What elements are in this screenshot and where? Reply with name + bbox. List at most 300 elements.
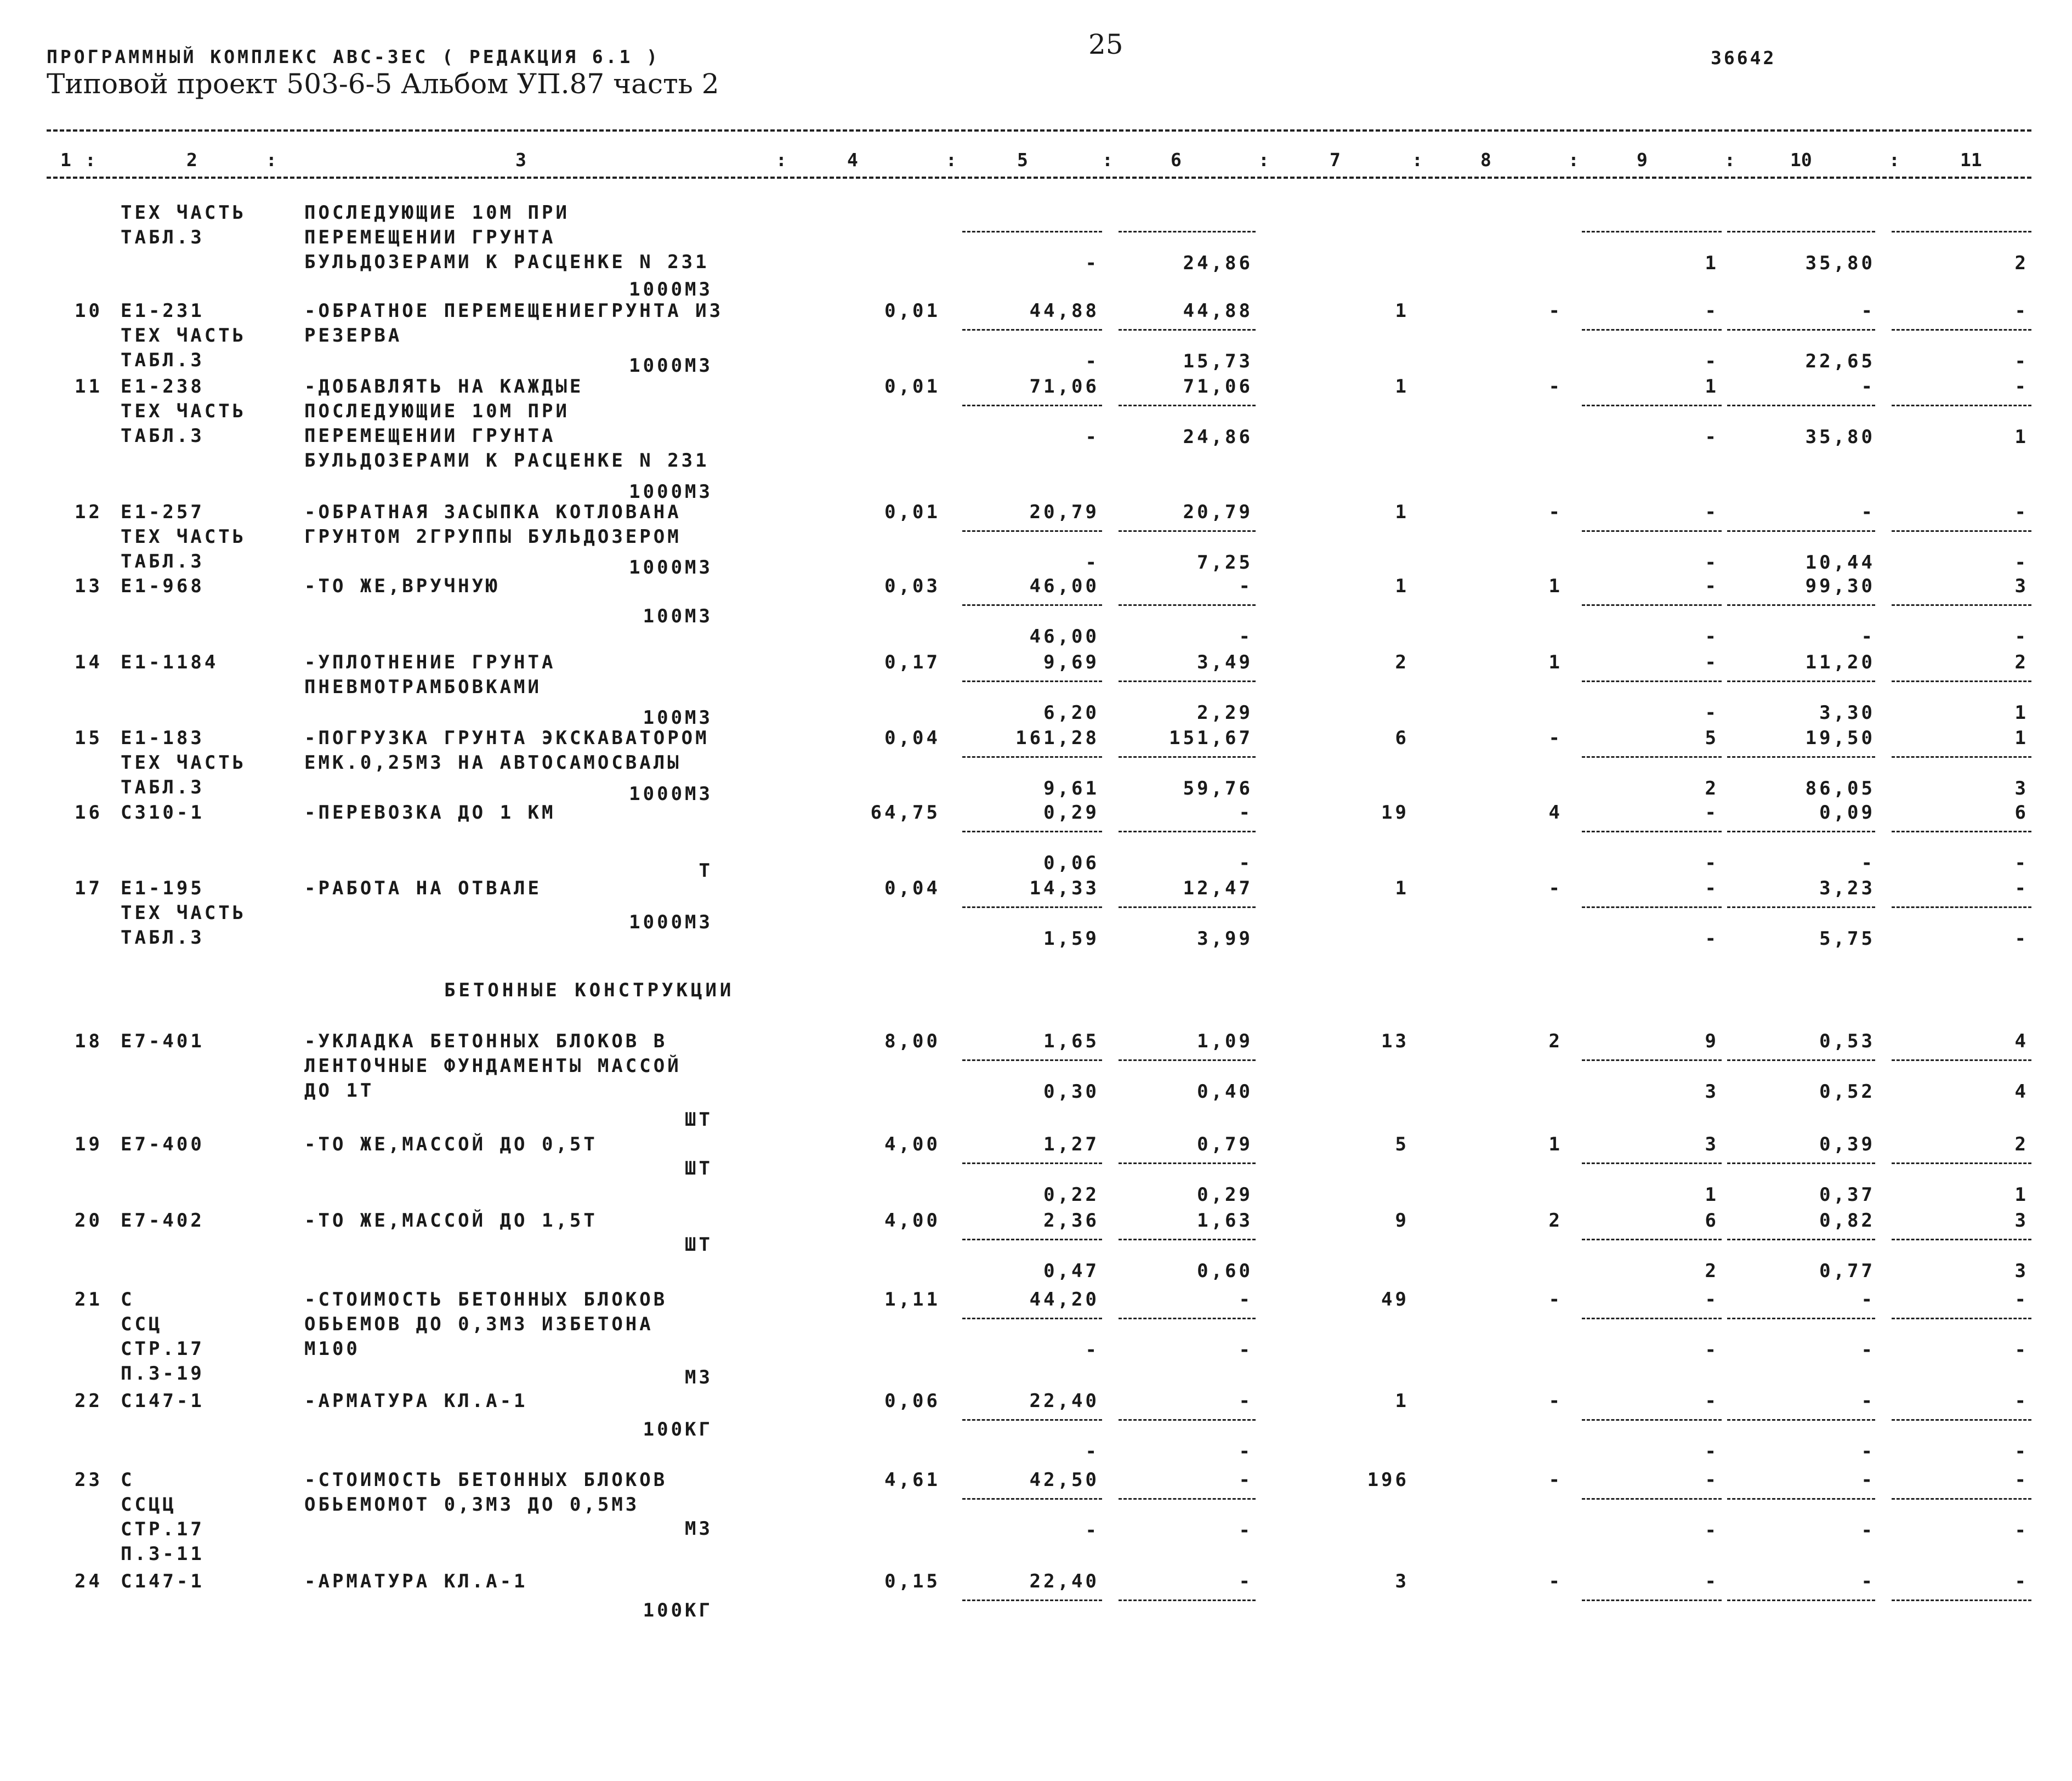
- cell-secondary-value: -: [1861, 1440, 1875, 1462]
- cell-secondary-value: -: [1085, 1519, 1099, 1541]
- cell-value: -: [2014, 501, 2029, 523]
- page-number: 25: [1088, 29, 1123, 60]
- cell-separator-line: [962, 1318, 1102, 1319]
- cell-separator-line: [1119, 906, 1256, 908]
- cell-value: 0,15: [884, 1570, 940, 1592]
- cell-value: -: [1861, 376, 1875, 398]
- cell-value: 22,40: [1029, 1570, 1099, 1592]
- cell-value: 9: [1395, 1210, 1409, 1232]
- work-description: -ТО ЖЕ,МАССОЙ ДО 0,5Т: [304, 1133, 598, 1155]
- cell-separator-line: [1892, 1318, 2031, 1319]
- rate-code: С: [121, 1469, 135, 1491]
- rate-code: Е1-231: [121, 300, 205, 322]
- column-number: 10: [1790, 149, 1812, 171]
- cell-secondary-value: 2: [1705, 1260, 1719, 1282]
- cell-value: 9: [1705, 1030, 1719, 1052]
- cell-value: 0,79: [1197, 1133, 1253, 1155]
- cell-value: -: [2014, 1570, 2029, 1592]
- cell-separator-line: [1892, 231, 2031, 232]
- cell-separator-line: [962, 1239, 1102, 1240]
- rate-code: ТЕХ ЧАСТЬ: [121, 400, 247, 422]
- cell-secondary-value: -: [1239, 852, 1253, 874]
- row-number: 23: [75, 1469, 103, 1491]
- rate-code: Е1-257: [121, 501, 205, 523]
- cell-value: -: [1239, 1570, 1253, 1592]
- cell-secondary-value: -: [1861, 626, 1875, 648]
- cell-value: -: [1239, 802, 1253, 824]
- cell-separator-line: [962, 530, 1102, 532]
- cell-value: 5: [1705, 727, 1719, 749]
- cell-value: 6: [1395, 727, 1409, 749]
- cell-secondary-value: -: [1705, 426, 1719, 448]
- cell-value: 13: [1381, 1030, 1409, 1052]
- cell-secondary-value: -: [1085, 552, 1099, 574]
- cell-value: 0,09: [1819, 802, 1875, 824]
- cell-value: 12,47: [1183, 877, 1253, 899]
- work-description: -СТОИМОСТЬ БЕТОННЫХ БЛОКОВ: [304, 1289, 668, 1311]
- cell-separator-line: [1727, 756, 1875, 758]
- cell-secondary-value: 0,77: [1819, 1260, 1875, 1282]
- unit-of-measure: 1000М3: [629, 911, 713, 933]
- cell-separator-line: [1582, 906, 1722, 908]
- rate-code: Е1-195: [121, 877, 205, 899]
- rate-code: ТЕХ ЧАСТЬ: [121, 526, 247, 548]
- cell-value: -: [2014, 1289, 2029, 1311]
- cell-secondary-value: 0,47: [1043, 1260, 1099, 1282]
- cell-separator-line: [1119, 1600, 1256, 1601]
- cell-value: 6: [2014, 802, 2029, 824]
- cell-separator-line: [1119, 1498, 1256, 1500]
- cell-secondary-value: 7,25: [1197, 552, 1253, 574]
- cell-value: 71,06: [1183, 376, 1253, 398]
- cell-value: -: [1548, 1570, 1563, 1592]
- cell-secondary-value: 10,44: [1805, 552, 1875, 574]
- column-number: 9: [1637, 149, 1648, 171]
- cell-secondary-value: 5,75: [1819, 928, 1875, 950]
- cell-separator-line: [962, 405, 1102, 406]
- row-number: 22: [75, 1390, 103, 1412]
- rate-code: ТЕХ ЧАСТЬ: [121, 202, 247, 224]
- cell-secondary-value: -: [1239, 626, 1253, 648]
- column-number: 5: [1017, 149, 1028, 171]
- cell-secondary-value: 3,30: [1819, 702, 1875, 724]
- cell-value: 2: [2014, 1133, 2029, 1155]
- rate-code: ТЕХ ЧАСТЬ: [121, 752, 247, 774]
- cell-value: 4,00: [884, 1133, 940, 1155]
- cell-secondary-value: -: [1705, 552, 1719, 574]
- cell-secondary-value: -: [2014, 1339, 2029, 1361]
- cell-value: 2: [2014, 651, 2029, 673]
- unit-of-measure: 1000М3: [629, 355, 713, 377]
- rate-code: ТАБЛ.3: [121, 927, 205, 949]
- cell-value: -: [1861, 1289, 1875, 1311]
- cell-value: 0,04: [884, 877, 940, 899]
- cell-value: -: [1239, 575, 1253, 597]
- rate-code: ТАБЛ.3: [121, 776, 205, 798]
- cell-value: 1: [2014, 727, 2029, 749]
- rate-code: ТАБЛ.3: [121, 226, 205, 248]
- cell-value: 1: [1548, 575, 1563, 597]
- cell-secondary-value: 2,29: [1197, 702, 1253, 724]
- cell-secondary-value: 2: [1705, 778, 1719, 799]
- cell-secondary-value: -: [1239, 1440, 1253, 1462]
- cell-secondary-value: -: [1861, 1339, 1875, 1361]
- cell-value: 1,27: [1043, 1133, 1099, 1155]
- column-number: 4: [847, 149, 858, 171]
- work-description: ПОСЛЕДУЮЩИЕ 10М ПРИ: [304, 400, 570, 422]
- rate-code: Е1-183: [121, 727, 205, 749]
- row-number: 12: [75, 501, 103, 523]
- cell-separator-line: [1727, 329, 1875, 331]
- unit-of-measure: 100КГ: [643, 1600, 713, 1621]
- cell-value: -: [1705, 1469, 1719, 1491]
- work-description: ГРУНТОМ 2ГРУППЫ БУЛЬДОЗЕРОМ: [304, 526, 682, 548]
- work-description: -РАБОТА НА ОТВАЛЕ: [304, 877, 542, 899]
- cell-separator-line: [1582, 329, 1722, 331]
- cell-value: -: [1705, 575, 1719, 597]
- cell-separator-line: [1119, 831, 1256, 832]
- cell-separator-line: [1727, 831, 1875, 832]
- cell-value: -: [1861, 1390, 1875, 1412]
- cell-secondary-value: 6,20: [1043, 702, 1099, 724]
- cell-separator-line: [962, 1600, 1102, 1601]
- cell-secondary-value: -: [1705, 1339, 1719, 1361]
- cell-secondary-value: -: [1239, 1519, 1253, 1541]
- cell-separator-line: [1727, 1498, 1875, 1500]
- work-description: ПНЕВМОТРАМБОВКАМИ: [304, 676, 542, 698]
- cell-secondary-value: 0,60: [1197, 1260, 1253, 1282]
- rate-code: Е7-400: [121, 1133, 205, 1155]
- unit-of-measure: М3: [685, 1366, 713, 1388]
- row-number: 24: [75, 1570, 103, 1592]
- cell-value: -: [1239, 1469, 1253, 1491]
- document-code: 36642: [1711, 47, 1776, 69]
- cell-secondary-value: -: [1705, 852, 1719, 874]
- section-heading: БЕТОННЫЕ КОНСТРУКЦИИ: [444, 979, 735, 1001]
- cell-value: 151,67: [1169, 727, 1253, 749]
- cell-separator-line: [1582, 831, 1722, 832]
- cell-separator-line: [1119, 604, 1256, 606]
- cell-value: 20,79: [1183, 501, 1253, 523]
- cell-value: 0,01: [884, 501, 940, 523]
- work-description: -ТО ЖЕ,ВРУЧНУЮ: [304, 575, 500, 597]
- work-description: ПЕРЕМЕЩЕНИИ ГРУНТА: [304, 425, 556, 447]
- cell-secondary-value: 1: [2014, 702, 2029, 724]
- cell-value: 14,33: [1029, 877, 1099, 899]
- rate-code: ТЕХ ЧАСТЬ: [121, 902, 247, 924]
- work-description: -АРМАТУРА КЛ.А-1: [304, 1570, 528, 1592]
- rate-code: С147-1: [121, 1570, 205, 1592]
- cell-separator-line: [962, 329, 1102, 331]
- cell-secondary-value: -: [1705, 702, 1719, 724]
- cell-secondary-value: 24,86: [1183, 252, 1253, 274]
- cell-value: 22,40: [1029, 1390, 1099, 1412]
- cell-value: -: [1705, 651, 1719, 673]
- rate-code: ТАБЛ.3: [121, 349, 205, 371]
- cell-secondary-value: 0,52: [1819, 1081, 1875, 1103]
- row-number: 14: [75, 651, 103, 673]
- cell-separator-line: [1727, 1059, 1875, 1061]
- cell-value: -: [1239, 1390, 1253, 1412]
- rate-code: Е7-401: [121, 1030, 205, 1052]
- cell-secondary-value: 2: [2014, 252, 2029, 274]
- cell-secondary-value: 1: [1705, 252, 1719, 274]
- unit-of-measure: ШТ: [685, 1158, 713, 1179]
- cell-separator-line: [962, 231, 1102, 232]
- unit-of-measure: ШТ: [685, 1234, 713, 1256]
- cell-secondary-value: 35,80: [1805, 252, 1875, 274]
- cell-secondary-value: -: [1705, 928, 1719, 950]
- cell-value: -: [1548, 300, 1563, 322]
- cell-value: 44,20: [1029, 1289, 1099, 1311]
- rate-code: С310-1: [121, 802, 205, 824]
- cell-value: -: [2014, 1469, 2029, 1491]
- cell-secondary-value: -: [1085, 1440, 1099, 1462]
- cell-value: 4,00: [884, 1210, 940, 1232]
- work-description: ОБЬЕМОВ ДО 0,3М3 ИЗБЕТОНА: [304, 1313, 654, 1335]
- unit-of-measure: 1000М3: [629, 481, 713, 503]
- cell-value: 0,01: [884, 300, 940, 322]
- cell-value: -: [1548, 376, 1563, 398]
- cell-value: 44,88: [1029, 300, 1099, 322]
- cell-secondary-value: -: [2014, 928, 2029, 950]
- cell-separator-line: [1727, 680, 1875, 682]
- header-divider-bottom: [47, 177, 2031, 179]
- cell-secondary-value: -: [1861, 1519, 1875, 1541]
- cell-secondary-value: 86,05: [1805, 778, 1875, 799]
- column-number: 7: [1330, 149, 1341, 171]
- cell-value: -: [1705, 1289, 1719, 1311]
- cell-separator-line: [1119, 405, 1256, 406]
- cell-secondary-value: 46,00: [1029, 626, 1099, 648]
- cell-value: 2: [1548, 1030, 1563, 1052]
- cell-value: -: [1705, 300, 1719, 322]
- cell-value: -: [1861, 300, 1875, 322]
- cell-secondary-value: 9,61: [1043, 778, 1099, 799]
- cell-value: 44,88: [1183, 300, 1253, 322]
- cell-value: 3: [2014, 575, 2029, 597]
- cell-separator-line: [1582, 405, 1722, 406]
- cell-secondary-value: 0,40: [1197, 1081, 1253, 1103]
- cell-value: 1: [1395, 877, 1409, 899]
- cell-separator-line: [1582, 1498, 1722, 1500]
- cell-separator-line: [1119, 1239, 1256, 1240]
- work-description: ПОСЛЕДУЮЩИЕ 10М ПРИ: [304, 202, 570, 224]
- cell-separator-line: [1119, 231, 1256, 232]
- cell-separator-line: [1582, 1600, 1722, 1601]
- cell-value: 3: [1705, 1133, 1719, 1155]
- cell-value: -: [2014, 1390, 2029, 1412]
- cell-separator-line: [1119, 680, 1256, 682]
- cell-value: 3: [1395, 1570, 1409, 1592]
- cell-separator-line: [1892, 604, 2031, 606]
- cell-separator-line: [962, 680, 1102, 682]
- column-number: 11: [1960, 149, 1982, 171]
- cell-value: -: [1861, 501, 1875, 523]
- cell-separator-line: [1892, 1239, 2031, 1240]
- cell-value: 49: [1381, 1289, 1409, 1311]
- cell-separator-line: [1119, 1162, 1256, 1164]
- rate-code: ССЦЦ: [121, 1494, 177, 1516]
- cell-separator-line: [962, 906, 1102, 908]
- cell-value: 9,69: [1043, 651, 1099, 673]
- cell-separator-line: [1892, 1498, 2031, 1500]
- work-description: ПЕРЕМЕЩЕНИИ ГРУНТА: [304, 226, 556, 248]
- cell-secondary-value: -: [1085, 426, 1099, 448]
- cell-value: 4,61: [884, 1469, 940, 1491]
- cell-separator-line: [1582, 1419, 1722, 1421]
- cell-separator-line: [1892, 680, 2031, 682]
- cell-secondary-value: 1: [2014, 426, 2029, 448]
- cell-value: 6: [1705, 1210, 1719, 1232]
- cell-separator-line: [1892, 831, 2031, 832]
- cell-separator-line: [1727, 906, 1875, 908]
- rate-code: ТАБЛ.3: [121, 425, 205, 447]
- row-number: 15: [75, 727, 103, 749]
- unit-of-measure: ШТ: [685, 1109, 713, 1131]
- cell-secondary-value: -: [1085, 252, 1099, 274]
- cell-value: 2: [1548, 1210, 1563, 1232]
- cell-secondary-value: 3: [2014, 1260, 2029, 1282]
- cell-value: -: [1705, 1570, 1719, 1592]
- cell-separator-line: [1892, 530, 2031, 532]
- work-description: ДО 1Т: [304, 1080, 374, 1102]
- cell-value: 99,30: [1805, 575, 1875, 597]
- cell-secondary-value: 22,65: [1805, 350, 1875, 372]
- cell-value: 3: [2014, 1210, 2029, 1232]
- cell-value: 1: [1705, 376, 1719, 398]
- cell-secondary-value: 3: [2014, 778, 2029, 799]
- row-number: 10: [75, 300, 103, 322]
- cell-value: 71,06: [1029, 376, 1099, 398]
- cell-value: 20,79: [1029, 501, 1099, 523]
- cell-value: 1: [1395, 376, 1409, 398]
- unit-of-measure: 100М3: [643, 707, 713, 729]
- cell-separator-line: [962, 604, 1102, 606]
- work-description: -ПОГРУЗКА ГРУНТА ЭКСКАВАТОРОМ: [304, 727, 709, 749]
- cell-separator-line: [1119, 1059, 1256, 1061]
- cell-secondary-value: -: [1861, 852, 1875, 874]
- cell-value: 0,82: [1819, 1210, 1875, 1232]
- cell-separator-line: [1892, 1059, 2031, 1061]
- cell-value: 2,36: [1043, 1210, 1099, 1232]
- work-description: -АРМАТУРА КЛ.А-1: [304, 1390, 528, 1412]
- row-number: 18: [75, 1030, 103, 1052]
- work-description: -ТО ЖЕ,МАССОЙ ДО 1,5Т: [304, 1210, 598, 1232]
- cell-value: 0,39: [1819, 1133, 1875, 1155]
- cell-value: 1,11: [884, 1289, 940, 1311]
- cell-value: -: [1239, 1289, 1253, 1311]
- cell-value: -: [1705, 802, 1719, 824]
- cell-value: 0,03: [884, 575, 940, 597]
- cell-secondary-value: 3: [1705, 1081, 1719, 1103]
- cell-value: -: [1861, 1570, 1875, 1592]
- cell-separator-line: [1727, 1600, 1875, 1601]
- cell-separator-line: [1582, 1239, 1722, 1240]
- cell-separator-line: [1582, 231, 1722, 232]
- cell-secondary-value: -: [2014, 552, 2029, 574]
- cell-separator-line: [962, 831, 1102, 832]
- header-divider-top: [47, 129, 2031, 132]
- work-description: М100: [304, 1338, 360, 1360]
- cell-value: 11,20: [1805, 651, 1875, 673]
- cell-value: 196: [1367, 1469, 1409, 1491]
- row-number: 21: [75, 1289, 103, 1311]
- rate-code: Е1-968: [121, 575, 205, 597]
- cell-value: 1: [1395, 575, 1409, 597]
- cell-secondary-value: 0,22: [1043, 1184, 1099, 1206]
- cell-value: 2: [1395, 651, 1409, 673]
- column-numbers-row: 1 : 2 : 3 : 4 : 5 : 6 : 7 : 8 : 9 : 10 : 11: [60, 149, 1982, 171]
- cell-separator-line: [1727, 1162, 1875, 1164]
- cell-separator-line: [1119, 530, 1256, 532]
- cell-secondary-value: -: [2014, 626, 2029, 648]
- work-description: -ДОБАВЛЯТЬ НА КАЖДЫЕ: [304, 376, 584, 398]
- cell-value: 4: [1548, 802, 1563, 824]
- cell-secondary-value: -: [2014, 1519, 2029, 1541]
- cell-value: -: [1705, 501, 1719, 523]
- cell-value: -: [1548, 1289, 1563, 1311]
- column-number: 8: [1480, 149, 1491, 171]
- cell-value: -: [1548, 877, 1563, 899]
- work-description: -ПЕРЕВОЗКА ДО 1 КМ: [304, 802, 556, 824]
- work-description: -ОБРАТНОЕ ПЕРЕМЕЩЕНИЕГРУНТА ИЗ: [304, 300, 724, 322]
- cell-secondary-value: 3,99: [1197, 928, 1253, 950]
- cell-value: 0,17: [884, 651, 940, 673]
- work-description: -УПЛОТНЕНИЕ ГРУНТА: [304, 651, 556, 673]
- row-number: 11: [75, 376, 103, 398]
- cell-secondary-value: -: [1705, 350, 1719, 372]
- cell-secondary-value: 0,06: [1043, 852, 1099, 874]
- cell-separator-line: [1892, 756, 2031, 758]
- unit-of-measure: Т: [699, 860, 713, 882]
- cell-value: 0,04: [884, 727, 940, 749]
- cell-secondary-value: -: [1239, 1339, 1253, 1361]
- cell-separator-line: [962, 1419, 1102, 1421]
- rate-code: П.3-11: [121, 1543, 205, 1565]
- cell-separator-line: [1582, 680, 1722, 682]
- cell-secondary-value: 1: [2014, 1184, 2029, 1206]
- rate-code: Е1-1184: [121, 651, 219, 673]
- cell-secondary-value: 59,76: [1183, 778, 1253, 799]
- cell-separator-line: [1892, 906, 2031, 908]
- cell-value: 1,09: [1197, 1030, 1253, 1052]
- cell-value: 0,01: [884, 376, 940, 398]
- unit-of-measure: М3: [685, 1518, 713, 1540]
- cell-separator-line: [1892, 1162, 2031, 1164]
- cell-separator-line: [1582, 604, 1722, 606]
- work-description: ОБЬЕМОМОТ 0,3М3 ДО 0,5М3: [304, 1494, 640, 1516]
- rate-code: ТАБЛ.3: [121, 551, 205, 572]
- cell-secondary-value: -: [2014, 852, 2029, 874]
- row-number: 17: [75, 877, 103, 899]
- cell-value: 0,06: [884, 1390, 940, 1412]
- cell-value: -: [1548, 1390, 1563, 1412]
- cell-value: 3,49: [1197, 651, 1253, 673]
- rate-code: Е1-238: [121, 376, 205, 398]
- cell-secondary-value: -: [2014, 350, 2029, 372]
- cell-value: -: [2014, 877, 2029, 899]
- rate-code: СТР.17: [121, 1338, 205, 1360]
- cell-value: 1: [1395, 1390, 1409, 1412]
- cell-separator-line: [1727, 231, 1875, 232]
- cell-separator-line: [1119, 329, 1256, 331]
- work-description: БУЛЬДОЗЕРАМИ К РАСЦЕНКЕ N 231: [304, 450, 709, 472]
- cell-separator-line: [1727, 604, 1875, 606]
- work-description: -СТОИМОСТЬ БЕТОННЫХ БЛОКОВ: [304, 1469, 668, 1491]
- rate-code: Е7-402: [121, 1210, 205, 1232]
- cell-value: 0,29: [1043, 802, 1099, 824]
